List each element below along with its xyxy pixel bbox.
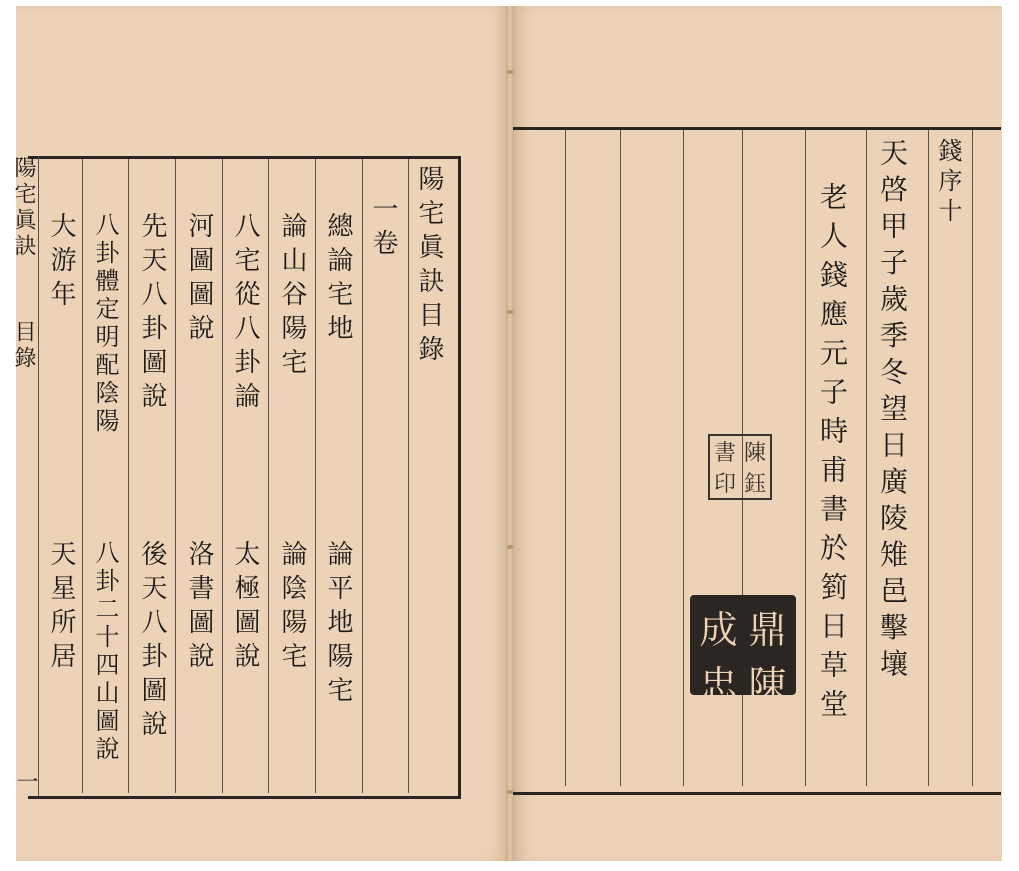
large-seal-stamp bbox=[690, 595, 796, 707]
column-rule bbox=[315, 159, 316, 793]
seal-character: 書 bbox=[713, 441, 736, 466]
toc-entry: 總論宅地 bbox=[323, 212, 353, 348]
seal-character: 鼎 bbox=[748, 608, 787, 652]
toc-entry: 論陰陽宅 bbox=[277, 540, 307, 676]
book-title: 陽宅眞訣目錄 bbox=[414, 165, 444, 369]
toc-entry: 八卦體定明配陰陽 bbox=[91, 212, 119, 436]
column-rule bbox=[972, 130, 973, 786]
binding-stitch bbox=[507, 70, 513, 74]
margin-title: 陽宅眞訣 bbox=[11, 156, 36, 260]
toc-entry: 八卦二十四山圖說 bbox=[91, 540, 119, 764]
seal-character: 印 bbox=[713, 472, 736, 497]
column-rule bbox=[620, 130, 621, 786]
toc-entry: 天星所居 bbox=[46, 540, 76, 676]
seal-character: 陳 bbox=[748, 663, 787, 707]
toc-entry: 太極圖說 bbox=[230, 540, 260, 676]
column-rule bbox=[683, 130, 684, 786]
seal-character: 成 bbox=[699, 608, 738, 652]
toc-entry: 後天八卦圖說 bbox=[137, 540, 167, 744]
column-rule bbox=[175, 159, 176, 793]
toc-entry: 八宅從八卦論 bbox=[230, 212, 260, 416]
seal-character: 陳 bbox=[743, 441, 766, 466]
margin-section: 目錄 bbox=[11, 320, 36, 372]
column-rule bbox=[38, 156, 39, 796]
column-rule bbox=[222, 159, 223, 793]
toc-entry: 先天八卦圖說 bbox=[137, 212, 167, 416]
seal-character: 鈺 bbox=[743, 472, 766, 497]
volume-label: 一卷 bbox=[368, 195, 398, 263]
toc-entry: 大游年 bbox=[46, 212, 76, 314]
seal-character: 忠 bbox=[699, 663, 738, 707]
column-rule bbox=[805, 130, 806, 786]
preface-line: 老人錢應元子時甫書於箌日草堂 bbox=[816, 182, 849, 728]
toc-entry: 論山谷陽宅 bbox=[277, 212, 307, 382]
toc-entry: 論平地陽宅 bbox=[323, 540, 353, 710]
column-rule bbox=[268, 159, 269, 793]
column-rule bbox=[408, 159, 409, 793]
column-rule bbox=[82, 159, 83, 793]
toc-entry: 河圖圖說 bbox=[184, 212, 214, 348]
small-seal-stamp bbox=[708, 434, 772, 500]
column-rule bbox=[866, 130, 867, 786]
preface-line: 天啓甲子歲季冬望日廣陵雉邑擊壤 bbox=[876, 138, 909, 686]
column-rule bbox=[362, 159, 363, 793]
column-rule bbox=[928, 130, 929, 786]
column-rule bbox=[565, 130, 566, 786]
preface-margin-label: 錢序十 bbox=[934, 138, 962, 228]
toc-entry: 洛書圖說 bbox=[184, 540, 214, 676]
margin-folio: 一 bbox=[13, 770, 38, 800]
column-rule bbox=[128, 159, 129, 793]
